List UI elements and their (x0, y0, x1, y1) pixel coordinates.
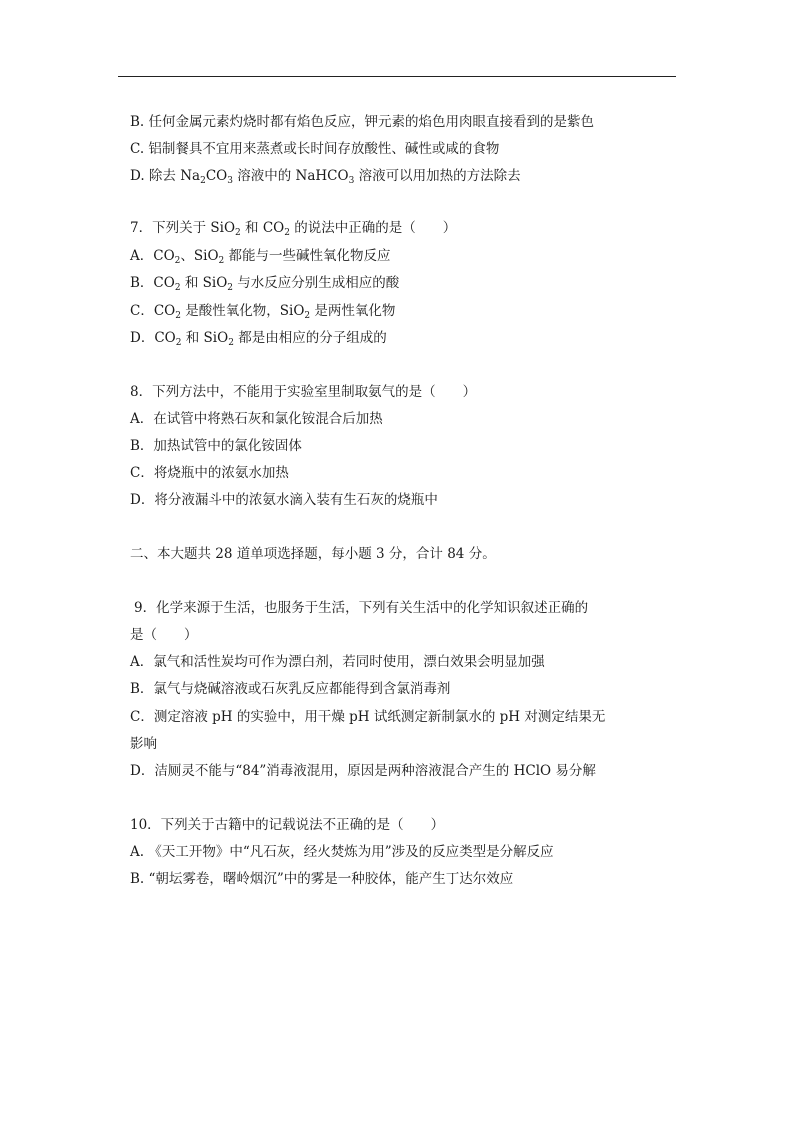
q8-option-c: C．将烧瓶中的浓氨水加热 (130, 465, 289, 481)
q9-option-d: D．洁厕灵不能与“84”消毒液混用，原因是两种溶液混合产生的 HClO 易分解 (130, 763, 596, 779)
q7-option-b: B．$CO_2$ 和 SiO$_2$ 与水反应分别生成相应的酸 (130, 275, 400, 293)
q8-option-a: A．在试管中将熟石灰和氯化铵混合后加热 (130, 411, 383, 427)
q9-option-c-line-1: C．测定溶液 pH 的实验中，用干燥 pH 试纸测定新制氯水的 pH 对测定结果无 (130, 709, 606, 725)
prev-option-c: C. 铝制餐具不宜用来蒸煮或长时间存放酸性、碱性或咸的食物 (130, 141, 500, 157)
q8-option-b: B．加热试管中的氯化铵固体 (130, 438, 302, 454)
q8-option-d: D．将分液漏斗中的浓氨水滴入装有生石灰的烧瓶中 (130, 492, 438, 508)
q9-option-b: B．氯气与烧碱溶液或石灰乳反应都能得到含氯消毒剂 (130, 681, 451, 697)
prev-option-d: D. 除去 $Na_2CO_3$ 溶液中的 NaHCO$_3$ 溶液可以用加热的方法除去 (130, 168, 521, 186)
q7-option-d: D．$CO_2$ 和 SiO$_2$ 都是由相应的分子组成的 (130, 330, 387, 348)
q10-option-b: B. “朝坛雾卷，曙岭烟沉”中的雾是一种胶体，能产生丁达尔效应 (130, 871, 514, 887)
q9-option-a: A．氯气和活性炭均可作为漂白剂，若同时使用，漂白效果会明显加强 (130, 654, 545, 670)
q10-stem: 10．下列关于古籍中的记载说法不正确的是（ ） (130, 817, 445, 833)
prev-option-b: B. 任何金属元素灼烧时都有焰色反应，钾元素的焰色用肉眼直接看到的是紫色 (130, 114, 595, 130)
q7-option-a: A．$CO_2$、SiO$_2$ 都能与一些碱性氧化物反应 (130, 248, 391, 266)
q9-option-c-line-2: 影响 (130, 736, 157, 752)
q7-option-c: C．$CO_2$ 是酸性氧化物，SiO$_2$ 是两性氧化物 (130, 303, 396, 321)
q8-stem: 8．下列方法中，不能用于实验室里制取氨气的是（ ） (130, 384, 477, 400)
q9-stem-line-1: 9．化学来源于生活，也服务于生活，下列有关生活中的化学知识叙述正确的 (134, 600, 589, 616)
header-rule (118, 76, 676, 77)
q9-stem-line-2: 是（ ） (130, 627, 198, 643)
q10-option-a: A. 《天工开物》中“凡石灰，经火焚炼为用”涉及的反应类型是分解反应 (130, 844, 554, 860)
q7-stem: 7．下列关于 SiO$_2$ 和 $CO_2$ 的说法中正确的是（ ） (130, 220, 457, 238)
section-heading: 二、本大题共 28 道单项选择题，每小题 3 分，合计 84 分。 (130, 546, 496, 562)
